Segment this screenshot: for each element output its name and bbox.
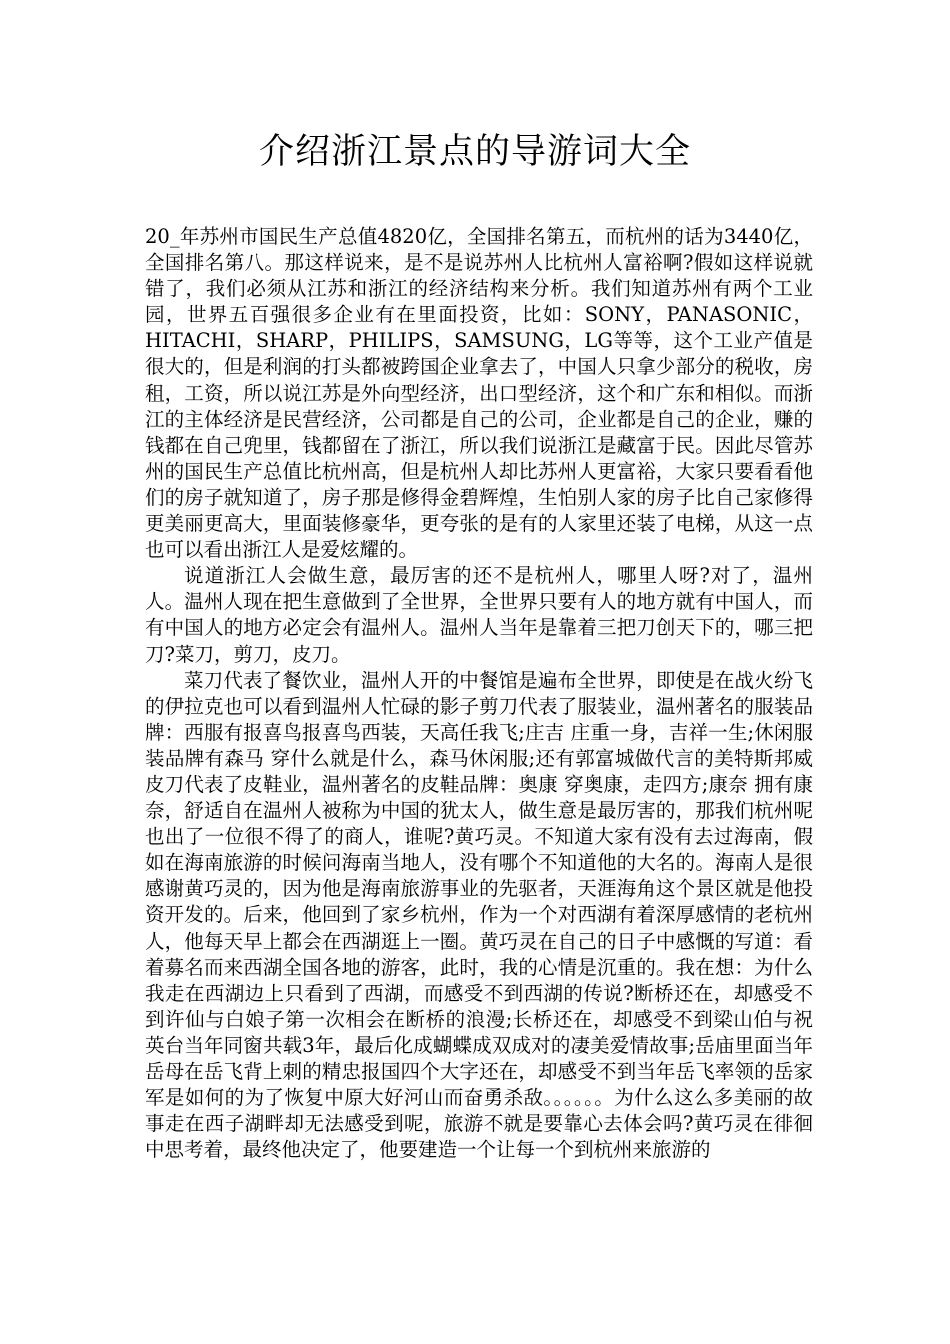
paragraph-1: 20_年苏州市国民生产总值4820亿，全国排名第五，而杭州的话为3440亿，全国排名第八。那这样说来，是不是说苏州人比杭州人富裕啊?假如这样说就错了，我们必须从江苏和浙江的经济结构来分析。我们知道苏州有两个工业园，世界五百强很多企业有在里面投资，比如：SONY，PANASONIC，HITACHI，SHARP，PHILIPS，SAMSUNG，LG等等，这个工业产值是很大的，但是利润的打头都被跨国企业拿去了，中国人只拿少部分的税收，房租，工资，所以说江苏是外向型经济，出口型经济，这个和广东和相似。而浙江的主体经济是民营经济，公司都是自己的公司，企业都是自己的企业，赚的钱都在自己兜里，钱都留在了浙江，所以我们说浙江是藏富于民。因此尽管苏州的国民生产总值比杭州高，但是杭州人却比苏州人更富裕，大家只要看看他们的房子就知道了，房子那是修得金碧辉煌，生怕别人家的房子比自己家修得更美丽更高大，里面装修豪华，更夸张的是有的人家里还装了电梯，从这一点也可以看出浙江人是爱炫耀的。 xyxy=(145,225,813,562)
paragraph-2: 说道浙江人会做生意，最厉害的还不是杭州人，哪里人呀?对了，温州人。温州人现在把生意做到了全世界，全世界只要有人的地方就有中国人，而有中国人的地方必定会有温州人。温州人当年是靠着三把刀创天下的，哪三把刀?菜刀，剪刀，皮刀。 xyxy=(145,564,813,666)
document-title: 介绍浙江景点的导游词大全 xyxy=(258,132,691,172)
paragraph-3: 菜刀代表了餐饮业，温州人开的中餐馆是遍布全世界，即使是在战火纷飞的伊拉克也可以看到温州人忙碌的影子剪刀代表了服装业，温州著名的服装品牌：西服有报喜鸟报喜鸟西装，天高任我飞;庄吉 庄重一身，吉祥一生;休闲服装品牌有森马 穿什么就是什么，森马休闲服;还有郭富城做代言的美特斯邦威皮刀代表了皮鞋业，温州著名的皮鞋品牌：奥康 穿奥康，走四方;康奈 拥有康奈，舒适自在温州人被称为中国的犹太人，做生意是最厉害的，那我们杭州呢也出了一位很不得了的商人，谁呢?黄巧灵。不知道大家有没有去过海南，假如在海南旅游的时候问海南当地人，没有哪个不知道他的大名的。海南人是很感谢黄巧灵的，因为他是海南旅游事业的先驱者，天涯海角这个景区就是他投资开发的。后来，他回到了家乡杭州，作为一个对西湖有着深厚感情的老杭州人，他每天早上都会在西湖逛上一圈。黄巧灵在自己的日子中感慨的写道：看着募名而来西湖全国各地的游客，此时，我的心情是沉重的。我在想：为什么我走在西湖边上只看到了西湖，而感受不到西湖的传说?断桥还在，却感受不到许仙与白娘子第一次相会在断桥的浪漫;长桥还在，却感受不到梁山伯与祝英台当年同窗共载3年，最后化成蝴蝶成双成对的凄美爱情故事;岳庙里面当年岳母在岳飞背上刺的精忠报国四个大字还在，却感受不到当年岳飞率领的岳家军是如何的为了恢复中原大好河山而奋勇杀敌。。。。。。为什么这么多美丽的故事走在西子湖畔却无法感受到呢，旅游不就是要靠心去体会吗?黄巧灵在徘徊中思考着，最终他决定了，他要建造一个让每一个到杭州来旅游的 xyxy=(145,668,813,1162)
document-body xyxy=(145,224,813,1163)
